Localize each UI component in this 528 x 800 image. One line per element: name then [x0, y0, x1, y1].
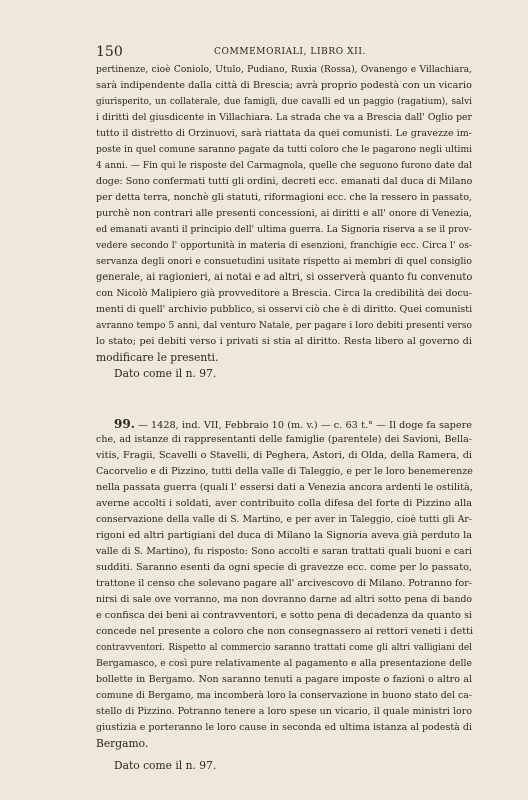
text-line: sudditi. Saranno esenti da ogni specie di gravezze ecc. come per lo passato, [96, 562, 472, 573]
text-line: contravventori. Rispetto al commercio saranno trattati come gli altri valligiani del [96, 643, 472, 653]
text-line: nella passata guerra (quali l' essersi dati a Venezia ancora ardenti le ostilità, [96, 482, 473, 493]
text-line: poste in quel comune saranno pagate da tutti coloro che le pagarono negli ultimi [96, 145, 472, 155]
text-line: Cacorvelio e di Pizzino, tutti della valle di Taleggio, e per le loro benemerenze [96, 466, 473, 477]
text-line: Bergamo. [96, 737, 149, 750]
text-line: stello di Pizzino. Potranno tenere a loro spese un vicario, il quale ministri loro [96, 706, 472, 717]
text-line: trattone il censo che solevano pagare all' arcivescovo di Milano. Potranno for- [96, 578, 472, 589]
text-line: nirsi di sale ove vorranno, ma non dovranno darne ad altri sotto pena di bando [96, 594, 472, 605]
text-line: vitis, Fragii, Scavelli o Stavelli, di Peghera, Astori, di Olda, della Ramera, di [96, 450, 472, 461]
text-line: tutto il distretto di Orzinuovi, sarà riattata da quei comunisti. Le gravezze im- [96, 128, 472, 139]
text-line: rigoni ed altri partigiani del duca di Milano la Signoria aveva già perduto la [96, 530, 472, 541]
text-line: menti di quell' archivio pubblico, si osservi ciò che è di diritto. Quei comunisti [96, 304, 473, 315]
text-line: che, ad istanze di rappresentanti delle famiglie (parentele) dei Savioni, Bella- [96, 434, 472, 445]
text-line: giustizia e porteranno le loro cause in seconda ed ultima istanza al podestà di [96, 722, 472, 733]
running-head: COMMEMORIALI, LIBRO XII. [214, 47, 366, 57]
text-line: vedere secondo l' opportunità in materia di esenzioni, franchigie ecc. Circa l' os- [96, 241, 472, 251]
text-line: giurisperito, un collaterale, due famigli, due cavalli ed un paggio (ragatium), salvi [96, 97, 472, 107]
dated-line: Dato come il n. 97. [114, 759, 217, 772]
text-line: valle di S. Martino), fu risposto: Sono accolti e saran trattati quali buoni e cari [96, 546, 472, 557]
text-line: purchè non contrari alle presenti concessioni, ai diritti e all' onore di Venezia, [96, 208, 472, 219]
text-line: i diritti del giusdicente in Villachiara. La strada che va a Brescia dall' Oglio per [96, 112, 472, 123]
page-number: 150 [96, 44, 123, 60]
text-line: concede nel presente a coloro che non consegnassero ai rettori veneti i detti [96, 626, 474, 637]
text-line: con Nicolò Malipiero già provveditore a Brescia. Circa la credibilità dei docu- [96, 288, 472, 299]
text-line: ed emanati avanti il principio dell' ultima guerra. La Signoria riserva a se il prov- [96, 225, 472, 235]
text-line: per detta terra, nonchè gli statuti, riformagioni ecc. che la ressero in passato, [96, 192, 472, 203]
text-line: servanza degli onori e consuetudini usitate rispetto ai membri di quel consiglio [96, 256, 472, 267]
entry-heading-text: — 1428, ind. VII, Febbraio 10 (m. v.) — c. 63 t.° — Il doge fa sapere [134, 420, 472, 431]
text-line: avranno tempo 5 anni, dal venturo Natale, per pagare i loro debiti presenti verso [96, 321, 472, 331]
text-line: pertinenze, cioè Coniolo, Utulo, Pudiano, Ruxia (Rossa), Ovanengo e Villachiara, [96, 65, 472, 75]
text-line: comune di Bergamo, ma incomberà loro la conservazione in buono stato del ca- [96, 690, 472, 701]
entry-number: 99. [114, 417, 135, 431]
text-line: lo stato; pei debiti verso i privati si stia al diritto. Resta libero al governo di [96, 336, 472, 347]
text-line: sarà indipendente dalla città di Brescia; avrà proprio podestà con un vicario [96, 80, 472, 91]
dated-line: Dato come il n. 97. [114, 367, 217, 380]
text-line: modificare le presenti. [96, 351, 219, 364]
text-line: 4 anni. — Fin qui le risposte del Carmagnola, quelle che seguono furono date dal [96, 161, 472, 171]
text-line: averne accolti i soldati, aver contribuito colla difesa del forte di Pizzino alla [96, 498, 472, 509]
page-header [96, 44, 484, 60]
text-line: doge: Sono confermati tutti gli ordini, decreti ecc. emanati dal duca di Milano [96, 176, 473, 187]
text-line: bollette in Bergamo. Non saranno tenuti a pagare imposte o fazioni o altro al [96, 674, 472, 685]
text-line: Bergamasco, e così pure relativamente al pagamento e alla presentazione delle [96, 658, 472, 669]
text-line: conservazione della valle di S. Martino, e per aver in Taleggio, cioè tutti gli Ar- [96, 514, 472, 525]
text-line: generale, ai ragionieri, ai notai e ad altri, si osserverà quanto fu convenuto [96, 272, 473, 283]
text-line: e confisca dei beni ai contravventori, e sotto pena di decadenza da quanto si [96, 610, 473, 621]
